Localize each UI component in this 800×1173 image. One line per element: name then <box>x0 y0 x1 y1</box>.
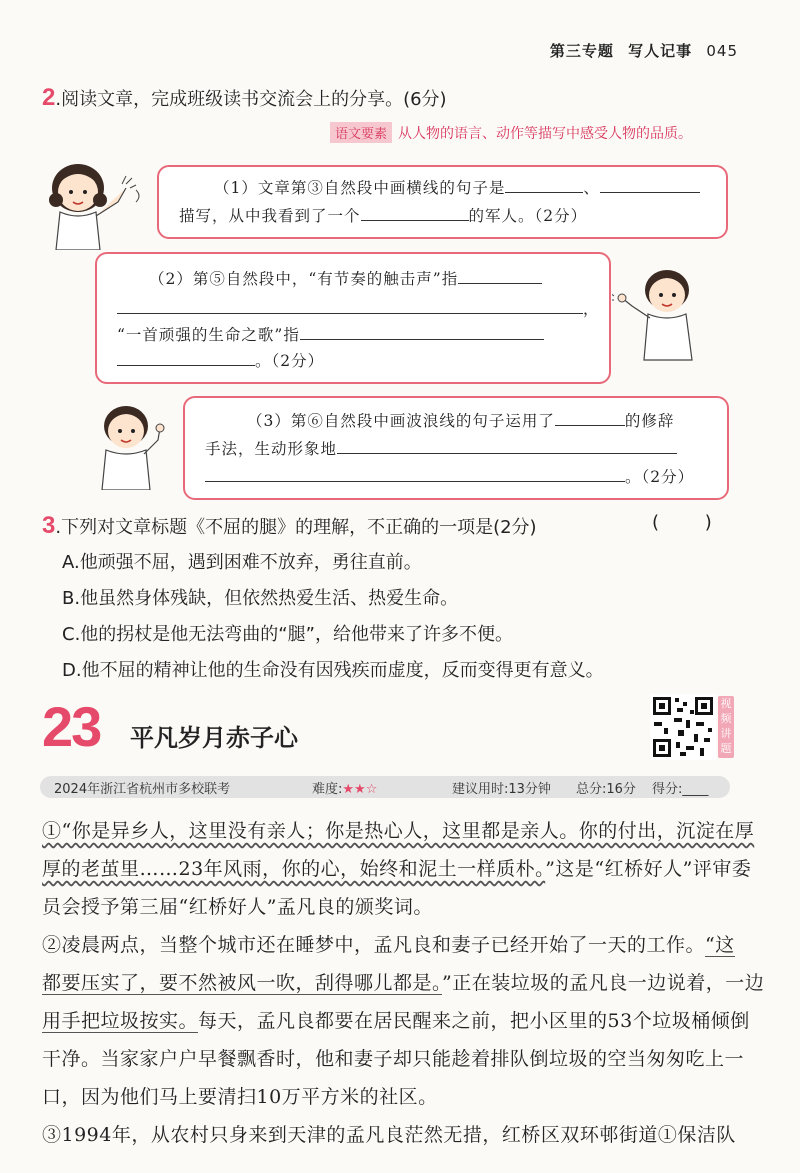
question-2-heading <box>42 84 447 112</box>
key-element-note <box>330 122 692 143</box>
p1-wave-b: 厚的老茧里……23年风雨，你的心，始终和泥土一样质朴。 <box>42 858 546 880</box>
b3-end: 。（2分） <box>625 468 695 486</box>
answer-blank-2b[interactable] <box>117 295 583 314</box>
p2-text-f: 每天，孟凡良都要在居民醒来之前，把小区里的53个垃圾桶倾倒 <box>198 1010 750 1032</box>
answer-blank-1c[interactable] <box>361 202 469 221</box>
question-3-text: .下列对文章标题《不屈的腿》的理解，不正确的一项是(2分) <box>55 517 537 538</box>
p2-underline-b: “这 <box>705 934 735 956</box>
topic-label: 写人记事 <box>628 42 693 60</box>
passage-line <box>42 812 755 850</box>
p2-text-h: 口，因为他们马上要清扫10万平方米的社区。 <box>42 1086 438 1108</box>
b1-text-b: 、 <box>583 179 600 197</box>
p2-underline-e: 用手把垃圾按实。 <box>42 1010 199 1032</box>
p2-underline-c: 都要压实了，要不然被风一吹，刮得哪儿都是。 <box>42 972 443 994</box>
passage-line <box>42 1078 742 1116</box>
key-element-tag: 语文要素 <box>330 122 392 143</box>
passage-line <box>42 1002 750 1040</box>
total-score: 总分:16分 <box>576 782 636 797</box>
b2-end: 。（2分） <box>255 352 325 370</box>
answer-blank-2c[interactable] <box>300 321 544 340</box>
passage-line <box>42 964 765 1002</box>
p1-text-c: ”这是“红桥好人”评审委 <box>545 858 752 880</box>
option-b[interactable]: B.他虽然身体残缺，但依然热爱生活、热爱生命。 <box>62 588 459 609</box>
p2-text-g: 干净。当家家户户早餐飘香时，他和妻子却只能趁着排队倒垃圾的空当匆匆吃上一 <box>42 1048 745 1070</box>
answer-blank-3c[interactable] <box>205 463 625 482</box>
exam-source: 2024年浙江省杭州市多校联考 <box>54 782 231 797</box>
b3-text-a: （3）第⑥自然段中画波浪线的句子运用了 <box>247 412 555 430</box>
option-d[interactable]: D.他不屈的精神让他的生命没有因残疾而虚度，反而变得更有意义。 <box>62 660 604 681</box>
answer-blank-3a[interactable] <box>555 407 625 426</box>
passage-line <box>42 1116 742 1154</box>
p2-text-d: ”正在装垃圾的孟凡良一边说着，一边 <box>442 972 765 994</box>
passage-line <box>42 850 752 888</box>
answer-blank-2a[interactable] <box>458 265 542 284</box>
passage <box>42 812 765 1154</box>
b1-text-d: 的军人。（2分） <box>468 207 588 225</box>
score-field[interactable]: 得分:____ <box>652 782 709 797</box>
boy-pointing-illustration <box>612 262 712 362</box>
question-3-number: 3 <box>42 512 56 539</box>
b2-text-b: “一首顽强的生命之歌”指 <box>117 326 300 344</box>
question-3-heading <box>42 512 537 540</box>
speech-bubble-2 <box>95 252 611 384</box>
qr-code[interactable] <box>650 694 716 760</box>
lesson-info-bar <box>40 776 730 798</box>
passage-line <box>42 1040 745 1078</box>
b3-text-c: 手法，生动形象地 <box>205 440 338 458</box>
suggested-time: 建议用时:13分钟 <box>452 782 551 797</box>
page-number: 045 <box>706 42 738 60</box>
question-2-text: .阅读文章，完成班级读书交流会上的分享。(6分) <box>55 89 447 110</box>
b1-text-a: （1）文章第③自然段中画横线的句子是 <box>214 179 506 197</box>
lesson-number: 23 <box>42 695 101 758</box>
key-element-text: 从人物的语言、动作等描写中感受人物的品质。 <box>398 126 693 142</box>
difficulty-stars: ★★☆ <box>342 782 378 797</box>
difficulty-label <box>312 778 377 797</box>
answer-blank-3b[interactable] <box>337 435 677 454</box>
answer-blank-1a[interactable] <box>505 174 583 193</box>
p2-text-a: ②凌晨两点，当整个城市还在睡梦中，孟凡良和妻子已经开始了一天的工作。 <box>42 934 706 956</box>
answer-parentheses[interactable]: ( ) <box>652 512 712 533</box>
video-label[interactable]: 视频讲题 <box>718 696 734 758</box>
b2-comma: ， <box>583 300 600 318</box>
boy-waving-illustration <box>88 400 178 490</box>
passage-line <box>42 888 742 926</box>
b3-text-b: 的修辞 <box>624 412 675 430</box>
option-a[interactable]: A.他顽强不屈，遇到困难不放弃，勇往直前。 <box>62 552 422 573</box>
b2-text-a: （2）第⑤自然段中，“有节奏的触击声”指 <box>149 270 459 288</box>
speech-bubble-1 <box>157 165 728 239</box>
speech-bubble-3 <box>183 396 729 500</box>
p1-text-d: 员会授予第三届“红桥好人”孟凡良的颁奖词。 <box>42 896 433 918</box>
lesson-title: 平凡岁月赤子心 <box>130 724 298 752</box>
option-c[interactable]: C.他的拐杖是他无法弯曲的“腿”，给他带来了许多不便。 <box>62 624 513 645</box>
page-header <box>550 40 738 61</box>
girl-illustration <box>30 150 160 250</box>
passage-line <box>42 926 742 964</box>
p3-text: ③1994年，从农村只身来到天津的孟凡良茫然无措，红桥区双环邨街道①保洁队 <box>42 1124 736 1146</box>
question-2-number: 2 <box>42 84 56 111</box>
answer-blank-1b[interactable] <box>600 174 700 193</box>
b1-text-c: 描写，从中我看到了一个 <box>179 207 361 225</box>
answer-blank-2d[interactable] <box>117 347 255 366</box>
section-label: 第三专题 <box>549 42 614 60</box>
p1-wave-a: ①“你是异乡人，这里没有亲人；你是热心人，这里都是亲人。你的付出，沉淀在厚 <box>42 820 755 842</box>
difficulty-text: 难度: <box>312 782 343 797</box>
